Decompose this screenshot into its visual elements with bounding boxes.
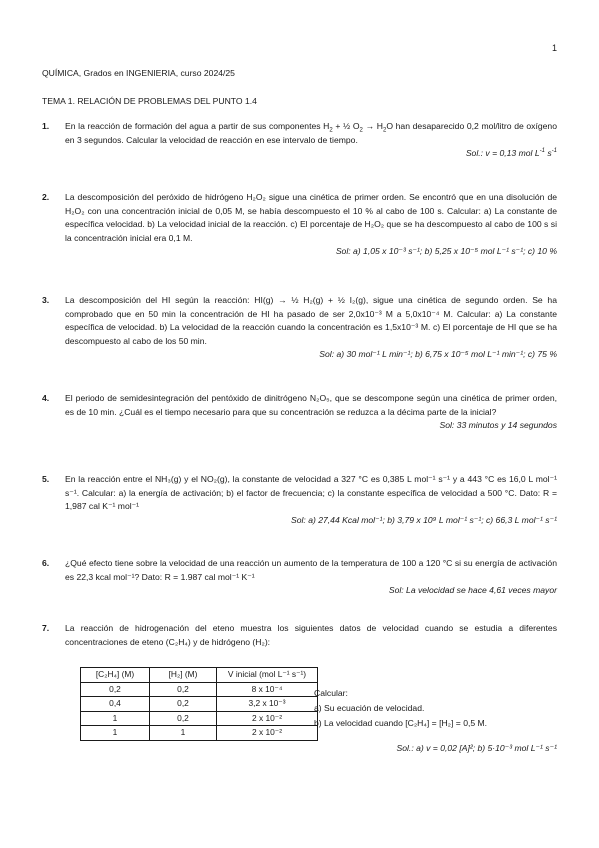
solution: Sol: a) 1,05 x 10⁻³ s⁻¹; b) 5,25 x 10⁻⁵ mol L⁻¹ s⁻¹; c) 10 % xyxy=(335,246,557,256)
problem-5 xyxy=(42,473,557,527)
solution: Sol: a) 27,44 Kcal mol⁻¹; b) 3,79 x 10⁹ L mol⁻¹ s⁻¹; c) 66,3 L mol⁻¹ s⁻¹ xyxy=(291,514,557,525)
problem-number: 2. xyxy=(42,192,50,202)
course-line: QUÍMICA, Grados en INGENIERIA, curso 2024/25 xyxy=(42,68,235,78)
problem-text: ¿Qué efecto tiene sobre la velocidad de una reacción un aumento de la temperatura de 100 a 120 °C si su energía de activación es 22,3 kcal mol⁻¹? Dato: R = 1.987 cal mol⁻¹ K⁻¹ xyxy=(65,558,557,582)
table-header-row xyxy=(81,668,318,683)
calcular-block xyxy=(314,686,487,731)
table-cell: 0,2 xyxy=(81,682,150,697)
sol-part: s xyxy=(544,148,552,158)
col-header: V inicial (mol L⁻¹ s⁻¹) xyxy=(217,668,318,683)
text-part: + ½ O xyxy=(332,121,360,131)
table-cell: 3,2 x 10⁻³ xyxy=(217,697,318,712)
sol-sup: -1 xyxy=(539,148,545,155)
col-header: [H₂] (M) xyxy=(150,668,217,683)
col-header: [C₂H₄] (M) xyxy=(81,668,150,683)
problem-6 xyxy=(42,557,557,598)
problem-text: El periodo de semidesintegración del pentóxido de dinitrógeno N₂O₅, que se descompone según una cinética de primer orden, es de 10 min. ¿Cuál es el tiempo necesario para que su concentración se reduzca a la décima parte de la inicial? xyxy=(65,393,557,417)
text-sub: 2 xyxy=(329,127,333,134)
sol-sup: -1 xyxy=(551,148,557,155)
problem-text: La descomposición del HI según la reacción: HI(g) → ½ H₂(g) + ½ I₂(g), sigue una cinética de segundo orden. Se ha comprobado que en 50 min la concentración de HI ha pasado de ser 2,0x10⁻³ M a 5,0x10⁻⁴ M. Calcular: a) La constante específica de velocidad. b) La velocidad de la reacción cuando la concentración es 1,5x10⁻³ M. c) El porcentaje de HI que se ha descompuesto al cabo de los 50 min. xyxy=(65,295,557,346)
topic-line: TEMA 1. RELACIÓN DE PROBLEMAS DEL PUNTO 1.4 xyxy=(42,96,257,106)
solution: Sol: 33 minutos y 14 segundos xyxy=(439,420,557,430)
table-cell: 1 xyxy=(150,726,217,741)
solution: Sol: a) 30 mol⁻¹ L min⁻¹; b) 6,75 x 10⁻⁵ mol L⁻¹ min⁻¹; c) 75 % xyxy=(319,349,557,359)
text-sub: 2 xyxy=(359,127,363,134)
table-cell: 2 x 10⁻² xyxy=(217,726,318,741)
problem-4 xyxy=(42,392,557,433)
table-row xyxy=(81,711,318,726)
problem-text: La descomposición del peróxido de hidrógeno H₂O₂ sigue una cinética de primer orden. Se encontró que en una disolución de H₂O₂ con una concentración inicial de 0,05 M, se había descompuesto el 10 % al cabo de 100 s. Calcular: a) La constante de específica velocidad. b) La velocidad inicial de la reacción. c) El porcentaje de H₂O₂ que se ha descompuesto al cabo de 100 s si la concentración inicial era 0,1 M. xyxy=(65,192,557,243)
data-table xyxy=(80,667,318,741)
problem-number: 4. xyxy=(42,393,50,403)
sol-part: Sol.: v = 0,13 mol L xyxy=(465,148,540,158)
table-cell: 0,2 xyxy=(150,711,217,726)
problem-number: 7. xyxy=(42,623,50,633)
table-cell: 1 xyxy=(81,711,150,726)
table-cell: 8 x 10⁻⁴ xyxy=(217,682,318,697)
problem-number: 5. xyxy=(42,474,50,484)
problem-number: 3. xyxy=(42,295,50,305)
solution: Sol: La velocidad se hace 4,61 veces mayor xyxy=(388,585,557,595)
table-cell: 2 x 10⁻² xyxy=(217,711,318,726)
problem-7 xyxy=(42,622,557,649)
solution xyxy=(42,147,557,161)
problem-text: En la reacción entre el NH₃(g) y el NO₂(g), la constante de velocidad a 327 °C es 0,385 L mol⁻¹ s⁻¹ y a 443 °C es 16,0 L mol⁻¹ s⁻¹. Calcular: a) la energía de activación; b) el factor de frecuencia; c) la constante específica de velocidad a 500 °C. Dato: R = 1,987 cal K⁻¹ mol⁻¹ xyxy=(65,474,557,511)
problem-3 xyxy=(42,294,557,362)
solution-7: Sol.: a) v = 0,02 [A]²; b) 5·10⁻³ mol L⁻¹ s⁻¹ xyxy=(396,743,557,753)
table-row xyxy=(81,726,318,741)
text-part: O han desaparecido 0,2 mol/litro de oxígeno en 3 segundos. Calcular la velocidad de reacción en ese intervalo de tiempo. xyxy=(65,121,557,145)
calcular-title: Calcular: xyxy=(314,688,348,698)
problem-number: 6. xyxy=(42,558,50,568)
calcular-item-a: a) Su ecuación de velocidad. xyxy=(314,703,425,713)
page-number: 1 xyxy=(551,43,557,53)
text-part: En la reacción de formación del agua a partir de sus componentes H xyxy=(65,121,330,131)
table-row xyxy=(81,697,318,712)
table-cell: 0,2 xyxy=(150,697,217,712)
problem-number: 1. xyxy=(42,121,50,131)
text-sub: 2 xyxy=(382,127,387,134)
text-part: → H xyxy=(362,121,383,131)
table-row xyxy=(81,682,318,697)
table-cell: 0,2 xyxy=(150,682,217,697)
table-cell: 1 xyxy=(81,726,150,741)
problem-1 xyxy=(42,120,557,161)
problem-text xyxy=(65,120,557,147)
problem-text: La reacción de hidrogenación del eteno muestra los siguientes datos de velocidad cuando se estudia a diferentes concentraciones de eteno (C₂H₄) y de hidrógeno (H₂): xyxy=(65,623,557,647)
table-cell: 0,4 xyxy=(81,697,150,712)
problem-2 xyxy=(42,191,557,259)
calcular-item-b: b) La velocidad cuando [C₂H₄] = [H₂] = 0,5 M. xyxy=(314,718,488,728)
